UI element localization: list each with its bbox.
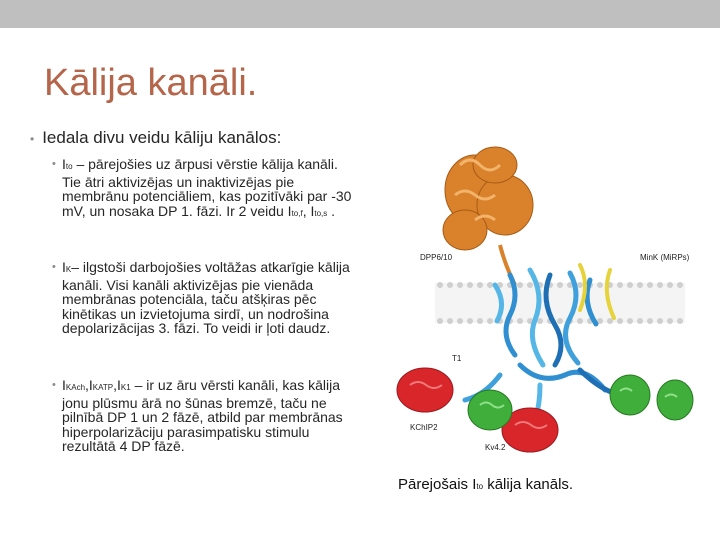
ito-text: – pārejošies uz ārpusi vērstie kālija kanāli. Tie ātri aktivizējas un inaktivizējas pie membrānu potenciāliem, kas pozitīvāki par -30 mV, un nosaka DP 1. fāzi. Ir 2 veidu I — [62, 156, 352, 219]
bullet-ito — [52, 156, 352, 221]
ikach-s1: KAch — [65, 383, 86, 392]
bullet-main-text: Iedala divu veidu kāliju kanālos: — [42, 128, 282, 147]
ik-sub: K — [65, 265, 72, 274]
dpp-protein — [443, 147, 533, 285]
itof-sub: to,f — [291, 208, 303, 218]
label-kv: Kv4.2 — [485, 443, 506, 452]
label-kchip: KChIP2 — [410, 423, 438, 432]
caption-pre: Pārejošais I — [398, 476, 477, 493]
ikach-s2: KATP — [92, 383, 114, 392]
bullet-dot: • — [30, 132, 35, 146]
caption-post: kālija kanāls. — [483, 476, 574, 493]
bullet-dot: • — [52, 379, 56, 391]
ikach-p3: ,I — [113, 377, 121, 393]
slide-title: Kālija kanāli. — [44, 62, 258, 104]
ikach-p2: ,I — [85, 377, 93, 393]
bullet-dot: • — [52, 261, 56, 273]
itos-sub: to,s — [314, 208, 328, 218]
label-mink: MinK (MiRPs) — [640, 253, 690, 262]
ik-name: I — [62, 259, 66, 275]
ito-end: . — [327, 202, 336, 219]
top-bar — [0, 0, 720, 28]
bullet-ikach — [52, 377, 352, 455]
ito-name: I — [62, 156, 66, 172]
bullet-ik — [52, 259, 352, 337]
label-dpp: DPP6/10 — [420, 253, 453, 262]
ikach-text: – ir uz āru vērsti kanāli, kas kālija jonu plūsmu ārā no šūnas bremzē, taču ne pilnībā DP 1 un 2 fāzē, atbild par membrānas hiperpolarizāciju parasimpatisku stimulu rezultātā 4 DP fāzē. — [62, 377, 343, 455]
ik-text: – ilgstoši darbojošies voltāžas atkarīgie kālija kanāli. Visi kanāli aktivizējas pie vienāda membrānas potenciāla, taču atšķiras pēc kinētikas un izvietojuma sirdī, un nodrošina depolarizācijas 3. fāzi. To veidi ir ļoti daudz. — [62, 259, 350, 337]
bullet-dot: • — [52, 158, 56, 170]
potassium-channel-structure-image — [380, 135, 710, 465]
membrane-bilayer — [435, 282, 685, 324]
ikach-s3: K1 — [120, 383, 131, 392]
ito-mid: , I — [302, 202, 315, 219]
ikach-p1: I — [62, 377, 66, 393]
green-subunits — [468, 375, 693, 430]
label-t1: T1 — [452, 354, 462, 363]
ito-sub: to — [65, 162, 73, 171]
bullet-main — [30, 128, 370, 148]
figure-caption — [398, 476, 573, 493]
caption-sub: to — [476, 482, 484, 491]
